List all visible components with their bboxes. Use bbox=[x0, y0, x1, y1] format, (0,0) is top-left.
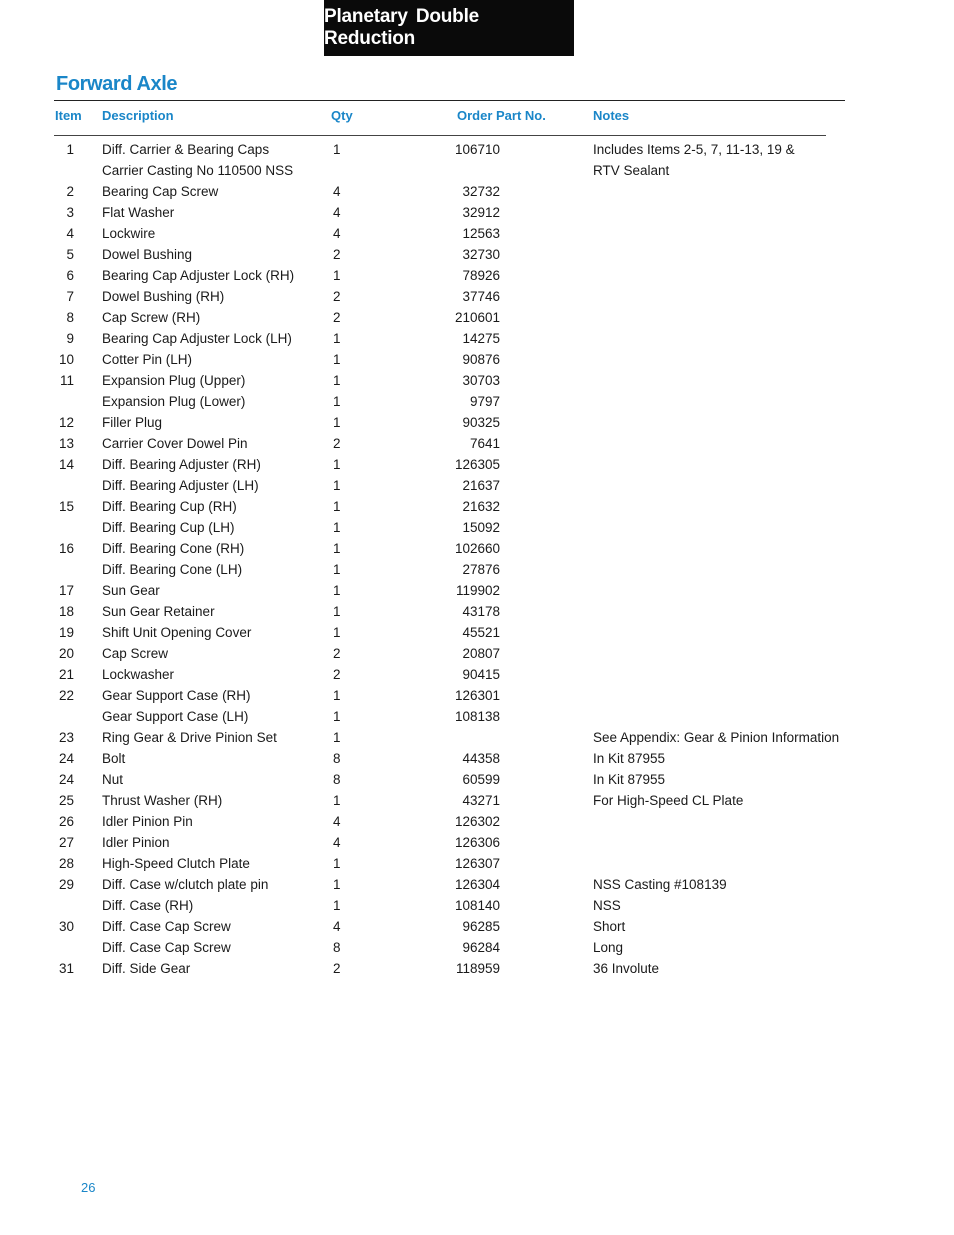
cell-order-part-no: 32732 bbox=[462, 184, 500, 199]
cell-description: Diff. Carrier & Bearing Caps bbox=[102, 142, 270, 157]
cell-order-part-no: 106710 bbox=[454, 142, 500, 157]
cell-description: Diff. Bearing Adjuster (LH) bbox=[102, 478, 259, 493]
cell-order-part-no: 14275 bbox=[462, 331, 500, 346]
cell-item: 1 bbox=[66, 142, 74, 157]
cell-item: 29 bbox=[58, 877, 74, 892]
cell-description: Carrier Casting No 110500 NSS bbox=[102, 163, 294, 178]
table-row bbox=[0, 832, 954, 853]
cell-notes: In Kit 87955 bbox=[593, 772, 666, 787]
cell-order-part-no: 45521 bbox=[462, 625, 500, 640]
cell-description: Sun Gear bbox=[102, 583, 160, 598]
cell-qty: 1 bbox=[333, 688, 341, 703]
table-row bbox=[0, 412, 954, 433]
cell-qty: 2 bbox=[333, 961, 341, 976]
cell-qty: 1 bbox=[333, 415, 341, 430]
table-row bbox=[0, 853, 954, 874]
cell-order-part-no: 21637 bbox=[462, 478, 500, 493]
cell-item: 30 bbox=[58, 919, 74, 934]
cell-order-part-no: 21632 bbox=[462, 499, 500, 514]
table-row bbox=[0, 160, 954, 181]
table-row bbox=[0, 517, 954, 538]
cell-description: Dowel Bushing (RH) bbox=[102, 289, 225, 304]
cell-order-part-no: 30703 bbox=[462, 373, 500, 388]
cell-description: Cap Screw bbox=[102, 646, 169, 661]
cell-order-part-no: 126301 bbox=[454, 688, 500, 703]
table-row bbox=[0, 958, 954, 979]
header-banner: Planetary Double Reduction bbox=[324, 0, 574, 56]
table-row bbox=[0, 496, 954, 517]
cell-order-part-no: 43178 bbox=[462, 604, 500, 619]
cell-notes: Short bbox=[593, 919, 626, 934]
cell-description: Flat Washer bbox=[102, 205, 175, 220]
table-row bbox=[0, 580, 954, 601]
cell-qty: 1 bbox=[333, 625, 341, 640]
cell-qty: 2 bbox=[333, 646, 341, 661]
cell-item: 10 bbox=[58, 352, 74, 367]
table-row bbox=[0, 433, 954, 454]
header-divider bbox=[54, 135, 826, 136]
cell-notes: Long bbox=[593, 940, 624, 955]
cell-qty: 4 bbox=[333, 226, 341, 241]
cell-item: 12 bbox=[58, 415, 74, 430]
cell-order-part-no: 210601 bbox=[454, 310, 500, 325]
cell-qty: 1 bbox=[333, 352, 341, 367]
cell-description: Thrust Washer (RH) bbox=[102, 793, 223, 808]
cell-description: Diff. Bearing Cone (RH) bbox=[102, 541, 245, 556]
cell-description: Sun Gear Retainer bbox=[102, 604, 215, 619]
cell-description: Diff. Bearing Cone (LH) bbox=[102, 562, 243, 577]
cell-description: Expansion Plug (Lower) bbox=[102, 394, 246, 409]
cell-qty: 1 bbox=[333, 268, 341, 283]
cell-qty: 1 bbox=[333, 793, 341, 808]
cell-item: 13 bbox=[58, 436, 74, 451]
cell-order-part-no: 15092 bbox=[462, 520, 500, 535]
section-title: Forward Axle bbox=[56, 73, 178, 95]
cell-order-part-no: 108138 bbox=[454, 709, 500, 724]
cell-description: Carrier Cover Dowel Pin bbox=[102, 436, 248, 451]
cell-order-part-no: 32912 bbox=[462, 205, 500, 220]
cell-qty: 1 bbox=[333, 583, 341, 598]
cell-qty: 4 bbox=[333, 814, 341, 829]
cell-description: Bearing Cap Screw bbox=[102, 184, 219, 199]
cell-description: Gear Support Case (RH) bbox=[102, 688, 251, 703]
cell-qty: 4 bbox=[333, 184, 341, 199]
cell-item: 27 bbox=[58, 835, 74, 850]
cell-item: 28 bbox=[58, 856, 74, 871]
cell-qty: 4 bbox=[333, 919, 341, 934]
cell-notes: Includes Items 2-5, 7, 11-13, 19 & bbox=[593, 142, 795, 157]
cell-qty: 1 bbox=[333, 499, 341, 514]
cell-qty: 1 bbox=[333, 373, 341, 388]
cell-item: 7 bbox=[66, 289, 74, 304]
table-row bbox=[0, 664, 954, 685]
cell-qty: 1 bbox=[333, 394, 341, 409]
cell-item: 22 bbox=[58, 688, 74, 703]
cell-description: Dowel Bushing bbox=[102, 247, 193, 262]
cell-order-part-no: 90415 bbox=[462, 667, 500, 682]
table-row bbox=[0, 622, 954, 643]
cell-order-part-no: 108140 bbox=[454, 898, 500, 913]
cell-description: Idler Pinion bbox=[102, 835, 170, 850]
column-header-order-part-no: Order Part No. bbox=[457, 108, 546, 123]
cell-order-part-no: 118959 bbox=[455, 961, 500, 976]
cell-item: 26 bbox=[58, 814, 74, 829]
table-row bbox=[0, 202, 954, 223]
cell-qty: 1 bbox=[333, 457, 341, 472]
cell-qty: 1 bbox=[333, 520, 341, 535]
cell-order-part-no: 119902 bbox=[455, 583, 500, 598]
cell-qty: 1 bbox=[333, 730, 341, 745]
cell-item: 17 bbox=[58, 583, 74, 598]
cell-item: 14 bbox=[58, 457, 74, 472]
cell-qty: 1 bbox=[333, 331, 341, 346]
cell-order-part-no: 78926 bbox=[462, 268, 500, 283]
cell-item: 21 bbox=[58, 667, 74, 682]
cell-order-part-no: 90325 bbox=[462, 415, 500, 430]
table-row bbox=[0, 559, 954, 580]
table-row bbox=[0, 706, 954, 727]
cell-notes: 36 Involute bbox=[593, 961, 660, 976]
table-row bbox=[0, 328, 954, 349]
cell-item: 15 bbox=[58, 499, 74, 514]
cell-description: Bearing Cap Adjuster Lock (LH) bbox=[102, 331, 292, 346]
cell-description: Diff. Bearing Cup (RH) bbox=[102, 499, 237, 514]
cell-item: 25 bbox=[58, 793, 74, 808]
cell-description: Diff. Bearing Adjuster (RH) bbox=[102, 457, 261, 472]
cell-description: Cotter Pin (LH) bbox=[102, 352, 193, 367]
cell-qty: 1 bbox=[333, 898, 341, 913]
table-row bbox=[0, 139, 954, 160]
cell-order-part-no: 126302 bbox=[454, 814, 500, 829]
table-row bbox=[0, 286, 954, 307]
table-row bbox=[0, 538, 954, 559]
cell-item: 8 bbox=[66, 310, 74, 325]
table-row bbox=[0, 349, 954, 370]
cell-qty: 2 bbox=[333, 289, 341, 304]
table-row bbox=[0, 769, 954, 790]
cell-item: 5 bbox=[66, 247, 74, 262]
cell-notes: NSS bbox=[593, 898, 621, 913]
cell-order-part-no: 7641 bbox=[469, 436, 500, 451]
table-row bbox=[0, 475, 954, 496]
table-row bbox=[0, 937, 954, 958]
cell-notes: For High-Speed CL Plate bbox=[593, 793, 744, 808]
page-number: 26 bbox=[81, 1180, 96, 1195]
table-row bbox=[0, 790, 954, 811]
parts-table-body bbox=[0, 139, 954, 979]
cell-description: Diff. Case (RH) bbox=[102, 898, 194, 913]
cell-qty: 1 bbox=[333, 478, 341, 493]
cell-order-part-no: 96284 bbox=[462, 940, 500, 955]
table-row bbox=[0, 601, 954, 622]
table-row bbox=[0, 307, 954, 328]
cell-item: 23 bbox=[58, 730, 74, 745]
cell-description: Lockwasher bbox=[102, 667, 175, 682]
table-row bbox=[0, 391, 954, 412]
cell-qty: 1 bbox=[333, 562, 341, 577]
cell-qty: 8 bbox=[333, 940, 341, 955]
cell-qty: 1 bbox=[333, 604, 341, 619]
cell-order-part-no: 27876 bbox=[462, 562, 500, 577]
cell-description: Cap Screw (RH) bbox=[102, 310, 201, 325]
cell-item: 31 bbox=[58, 961, 74, 976]
cell-order-part-no: 90876 bbox=[462, 352, 500, 367]
title-divider bbox=[54, 100, 845, 101]
cell-item: 19 bbox=[58, 625, 74, 640]
cell-description: Nut bbox=[102, 772, 124, 787]
cell-order-part-no: 20807 bbox=[462, 646, 500, 661]
table-row bbox=[0, 685, 954, 706]
cell-description: High-Speed Clutch Plate bbox=[102, 856, 250, 871]
cell-description: Expansion Plug (Upper) bbox=[102, 373, 246, 388]
column-header-qty: Qty bbox=[331, 108, 353, 123]
cell-item: 4 bbox=[66, 226, 74, 241]
cell-qty: 2 bbox=[333, 667, 341, 682]
cell-order-part-no: 37746 bbox=[462, 289, 500, 304]
cell-item: 16 bbox=[58, 541, 74, 556]
table-row bbox=[0, 643, 954, 664]
cell-order-part-no: 126304 bbox=[454, 877, 500, 892]
cell-notes: NSS Casting #108139 bbox=[593, 877, 727, 892]
cell-qty: 8 bbox=[333, 751, 341, 766]
cell-description: Diff. Case w/clutch plate pin bbox=[102, 877, 269, 892]
cell-description: Bolt bbox=[102, 751, 126, 766]
cell-qty: 2 bbox=[333, 436, 341, 451]
cell-order-part-no: 12563 bbox=[462, 226, 500, 241]
cell-qty: 2 bbox=[333, 247, 341, 262]
cell-description: Idler Pinion Pin bbox=[102, 814, 193, 829]
cell-qty: 1 bbox=[333, 877, 341, 892]
cell-qty: 1 bbox=[333, 856, 341, 871]
cell-qty: 2 bbox=[333, 310, 341, 325]
cell-item: 2 bbox=[66, 184, 74, 199]
cell-order-part-no: 60599 bbox=[462, 772, 500, 787]
cell-description: Filler Plug bbox=[102, 415, 163, 430]
cell-item: 24 bbox=[58, 772, 74, 787]
cell-order-part-no: 9797 bbox=[469, 394, 500, 409]
column-header-item: Item bbox=[55, 108, 82, 123]
table-row bbox=[0, 370, 954, 391]
cell-description: Diff. Bearing Cup (LH) bbox=[102, 520, 235, 535]
cell-order-part-no: 32730 bbox=[462, 247, 500, 262]
column-header-notes: Notes bbox=[593, 108, 630, 123]
cell-description: Ring Gear & Drive Pinion Set bbox=[102, 730, 277, 745]
table-row bbox=[0, 874, 954, 895]
cell-order-part-no: 43271 bbox=[462, 793, 500, 808]
table-row bbox=[0, 811, 954, 832]
table-row bbox=[0, 454, 954, 475]
cell-order-part-no: 44358 bbox=[462, 751, 500, 766]
cell-notes: See Appendix: Gear & Pinion Information bbox=[593, 730, 840, 745]
cell-qty: 1 bbox=[333, 541, 341, 556]
column-header-description: Description bbox=[102, 108, 174, 123]
cell-description: Diff. Case Cap Screw bbox=[102, 919, 231, 934]
cell-item: 9 bbox=[66, 331, 74, 346]
cell-item: 24 bbox=[58, 751, 74, 766]
cell-notes: RTV Sealant bbox=[593, 163, 670, 178]
cell-order-part-no: 102660 bbox=[454, 541, 500, 556]
cell-item: 6 bbox=[66, 268, 74, 283]
table-row bbox=[0, 895, 954, 916]
cell-description: Lockwire bbox=[102, 226, 156, 241]
table-row bbox=[0, 181, 954, 202]
cell-description: Bearing Cap Adjuster Lock (RH) bbox=[102, 268, 295, 283]
table-row bbox=[0, 916, 954, 937]
cell-notes: In Kit 87955 bbox=[593, 751, 666, 766]
cell-qty: 1 bbox=[333, 709, 341, 724]
cell-order-part-no: 126305 bbox=[454, 457, 500, 472]
cell-order-part-no: 96285 bbox=[462, 919, 500, 934]
cell-description: Diff. Side Gear bbox=[102, 961, 191, 976]
table-row bbox=[0, 244, 954, 265]
cell-qty: 4 bbox=[333, 205, 341, 220]
table-row bbox=[0, 748, 954, 769]
cell-description: Shift Unit Opening Cover bbox=[102, 625, 252, 640]
table-row bbox=[0, 223, 954, 244]
cell-qty: 4 bbox=[333, 835, 341, 850]
table-row bbox=[0, 727, 954, 748]
cell-qty: 8 bbox=[333, 772, 341, 787]
cell-description: Diff. Case Cap Screw bbox=[102, 940, 231, 955]
table-row bbox=[0, 265, 954, 286]
cell-qty: 1 bbox=[333, 142, 341, 157]
cell-description: Gear Support Case (LH) bbox=[102, 709, 249, 724]
cell-order-part-no: 126306 bbox=[454, 835, 500, 850]
cell-item: 3 bbox=[66, 205, 74, 220]
cell-item: 20 bbox=[58, 646, 74, 661]
cell-item: 18 bbox=[58, 604, 74, 619]
cell-order-part-no: 126307 bbox=[454, 856, 500, 871]
cell-item: 11 bbox=[59, 373, 74, 388]
